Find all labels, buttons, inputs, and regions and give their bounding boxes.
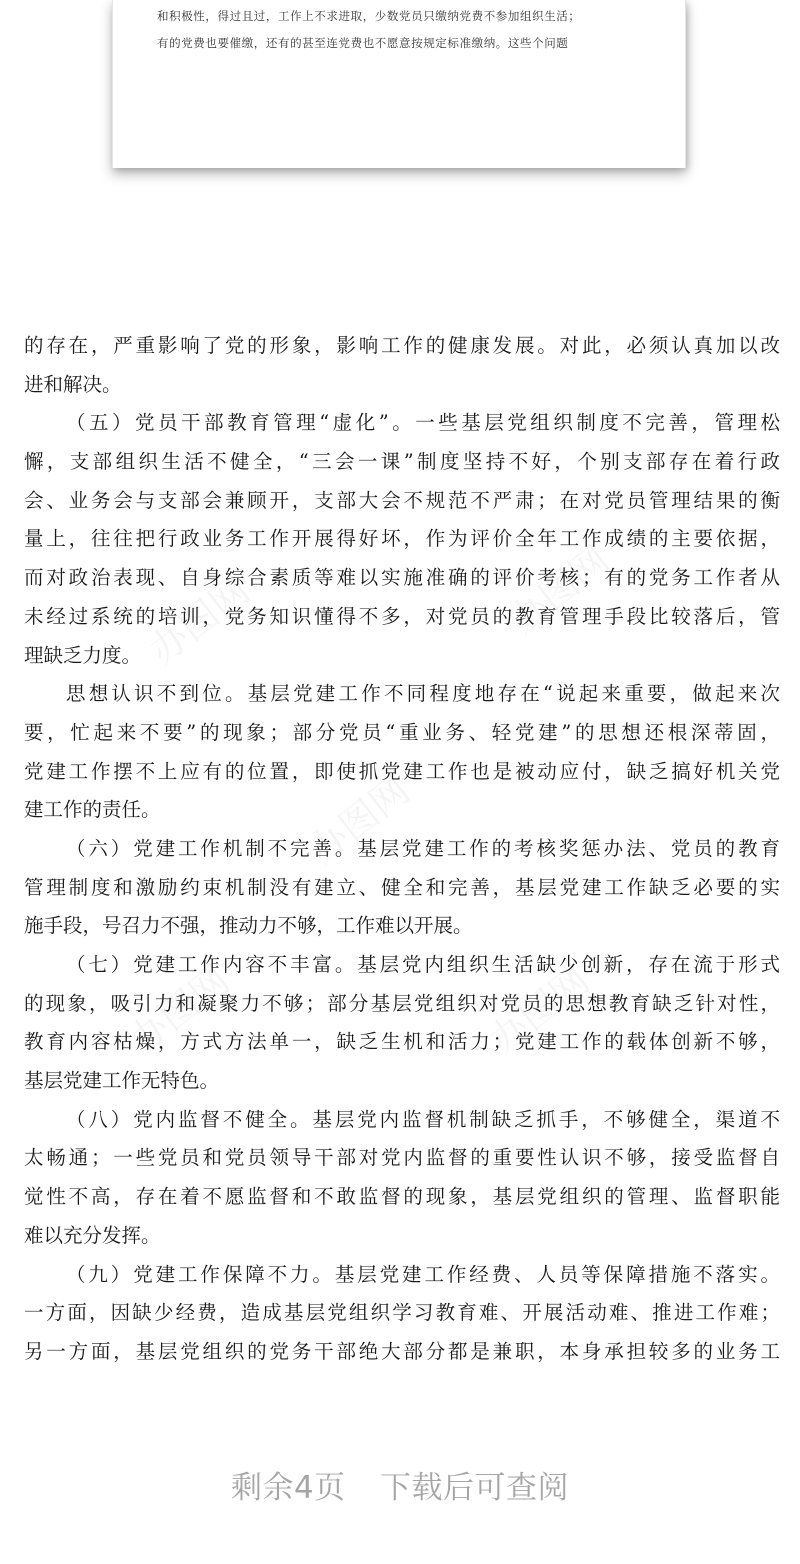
text-line: 未经过系统的培训，党务知识懂得不多，对党员的教育管理手段比较落后，管	[24, 604, 780, 628]
text-line: （六）党建工作机制不完善。基层党建工作的考核奖惩办法、党员的教育	[66, 836, 780, 860]
text-line: 的存在，严重影响了党的形象，影响工作的健康发展。对此，必须认真加以改	[24, 334, 780, 357]
text-line: 党建工作摆不上应有的位置，即使抓党建工作也是被动应付，缺乏搞好机关党	[24, 759, 780, 783]
text-line: 另一方面，基层党组织的党务干部绝大部分都是兼职，本身承担较多的业务工	[24, 1339, 780, 1363]
text-line: 理缺乏力度。	[24, 643, 142, 667]
text-line: 觉性不高，存在着不愿监督和不敢监督的现象，基层党组织的管理、监督职能	[24, 1185, 780, 1209]
text-line: （五）党员干部教育管理“虚化”。一些基层党组织制度不完善，管理松	[66, 411, 780, 435]
text-line: 要，忙起来不要”的现象；部分党员“重业务、轻党建”的思想还根深蒂固，	[24, 720, 780, 744]
document-preview-card	[112, 0, 686, 168]
text-line: 管理制度和激励约束机制没有建立、健全和完善，基层党建工作缺乏必要的实	[24, 875, 780, 899]
text-line: （七）党建工作内容不丰富。基层党内组织生活缺少创新，存在流于形式	[66, 953, 780, 976]
text-line: 量上，往往把行政业务工作开展得好坏，作为评价全年工作成绩的主要依据，	[24, 527, 780, 551]
document-body	[24, 327, 780, 1372]
text-line: 的现象，吸引力和凝聚力不够；部分基层党组织对党员的思想教育缺乏针对性，	[24, 991, 780, 1015]
text-line: 一方面，因缺少经费，造成基层党组织学习教育难、开展活动难、推进工作难；	[24, 1301, 780, 1325]
text-line: 难以充分发挥。	[24, 1223, 161, 1247]
preview-line: 有的党费也要催缴，还有的甚至连党费也不愿意按规定标准缴纳。这些个问题	[157, 36, 569, 50]
text-line: 思想认识不到位。基层党建工作不同程度地存在“说起来重要，做起来次	[66, 682, 780, 706]
download-remaining-pages-link[interactable]: 剩余4页 下载后可查阅	[230, 1470, 570, 1506]
text-line: 太畅通；一些党员和党员领导干部对党内监督的重要性认识不够，接受监督自	[24, 1146, 780, 1170]
text-line: 建工作的责任。	[24, 798, 161, 822]
text-line: 懈，支部组织生活不健全，“三会一课”制度坚持不好，个别支部存在着行政	[24, 450, 780, 474]
text-line: （八）党内监督不健全。基层党内监督机制缺乏抓手，不够健全，渠道不	[66, 1107, 780, 1131]
text-line: 施手段，号召力不强，推动力不够，工作难以开展。	[24, 914, 473, 938]
text-line: （九）党建工作保障不力。基层党建工作经费、人员等保障措施不落实。	[66, 1262, 780, 1286]
text-line: 会、业务会与支部会兼顾开，支部大会不规范不严肃；在对党员管理结果的衡	[24, 488, 780, 512]
text-line: 教育内容枯燥，方式方法单一，缺乏生机和活力；党建工作的载体创新不够，	[24, 1030, 780, 1054]
text-line: 基层党建工作无特色。	[24, 1069, 220, 1093]
preview-line: 和积极性，得过且过，工作上不求进取，少数党员只缴纳党费不参加组织生活；	[157, 9, 581, 23]
text-line: 进和解决。	[24, 372, 122, 396]
text-line: 而对政治表现、自身综合素质等难以实施准确的评价考核；有的党务工作者从	[24, 566, 780, 590]
